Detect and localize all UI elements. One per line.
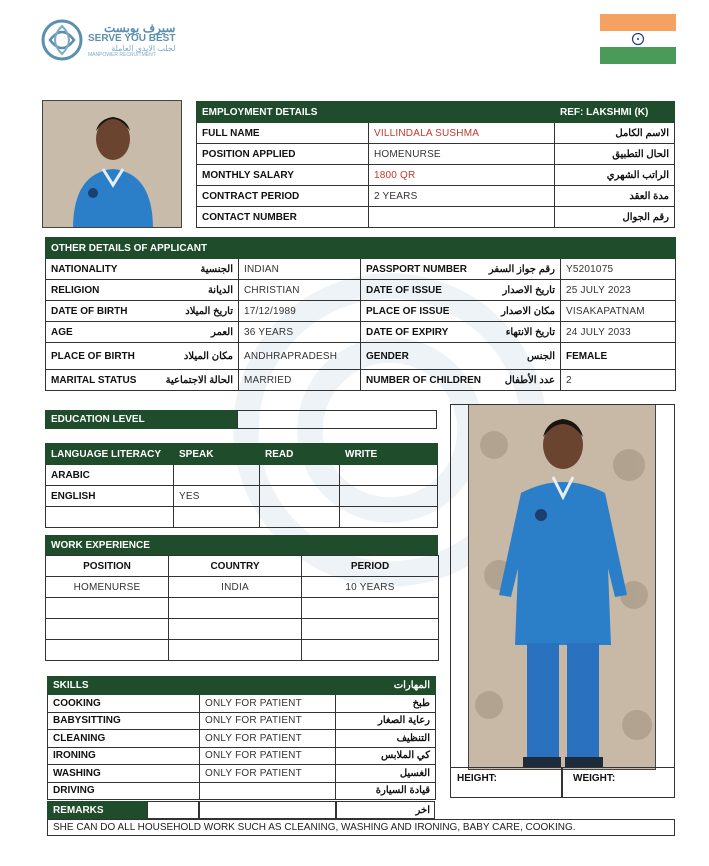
work-cell	[46, 640, 169, 661]
field-value: 25 JULY 2023	[561, 280, 676, 301]
field-value: ANDHRAPRADESH	[239, 343, 361, 370]
speak-header: SPEAK	[174, 444, 260, 465]
work-experience-header: WORK EXPERIENCE	[45, 535, 438, 555]
work-row	[46, 619, 439, 640]
work-cell: HOMENURSE	[46, 577, 169, 598]
skill-row	[48, 730, 436, 748]
skill-value	[200, 782, 336, 800]
field-label: RELIGION	[51, 284, 100, 296]
language-cell	[260, 465, 340, 486]
label-pair	[51, 327, 233, 338]
education-level-value	[237, 410, 437, 429]
field-label: NATIONALITY	[51, 263, 118, 275]
other-left-label-cell	[46, 343, 239, 370]
logo-arabic: سيرف يوبست	[104, 20, 176, 35]
skill-value: ONLY FOR PATIENT	[200, 712, 336, 730]
logo-emblem-icon	[40, 18, 84, 62]
language-header-row	[46, 444, 438, 465]
field-label: GENDER	[366, 350, 409, 362]
work-cell	[46, 598, 169, 619]
skill-ar: رعاية الصغار	[336, 712, 436, 730]
label-pair	[366, 375, 555, 386]
language-cell	[174, 507, 260, 528]
logo-english: SERVE YOU BEST	[88, 33, 176, 45]
work-cell	[302, 619, 439, 640]
skill-row	[48, 712, 436, 730]
other-skill-ar: اخر	[336, 801, 435, 819]
logo-sub-arabic: لجلب الايدي العاملة	[111, 43, 176, 53]
field-value: VISAKAPATNAM	[561, 301, 676, 322]
monthly-salary-label: MONTHLY SALARY	[197, 165, 369, 186]
skill-row	[48, 765, 436, 783]
row-position-applied	[197, 144, 675, 165]
position-applied-label: POSITION APPLIED	[197, 144, 369, 165]
remarks-text: SHE CAN DO ALL HOUSEHOLD WORK SUCH AS CLEANING, WASHING AND IRONING, BABY CARE, COOKING.	[47, 819, 675, 836]
work-row	[46, 577, 439, 598]
write-header: WRITE	[340, 444, 438, 465]
field-value: 17/12/1989	[239, 301, 361, 322]
other-details-row	[46, 280, 676, 301]
language-cell	[260, 486, 340, 507]
language-cell	[340, 486, 438, 507]
skills-header: SKILLS	[48, 677, 336, 695]
language-row	[46, 465, 438, 486]
label-pair	[51, 306, 233, 317]
skill-ar: كي الملابس	[336, 747, 436, 765]
field-label-ar: مكان الاصدار	[501, 305, 556, 317]
remarks-label: REMARKS	[47, 801, 147, 819]
field-label: MARITAL STATUS	[51, 374, 137, 386]
field-label-ar: مكان الميلاد	[183, 350, 233, 362]
skill-value: ONLY FOR PATIENT	[200, 695, 336, 713]
field-value: 24 JULY 2033	[561, 322, 676, 343]
contract-period-value: 2 YEARS	[369, 186, 555, 207]
other-details-row	[46, 259, 676, 280]
skill-ar: التنظيف	[336, 730, 436, 748]
field-label: PASSPORT NUMBER	[366, 263, 467, 275]
skill-row	[48, 747, 436, 765]
weight-label: WEIGHT:	[562, 767, 675, 798]
height-label: HEIGHT:	[450, 767, 562, 798]
contract-period-label: CONTRACT PERIOD	[197, 186, 369, 207]
field-label: AGE	[51, 326, 73, 338]
field-value: CHRISTIAN	[239, 280, 361, 301]
other-details-row	[46, 322, 676, 343]
other-left-label-cell	[46, 370, 239, 391]
read-header: READ	[260, 444, 340, 465]
label-pair	[366, 264, 555, 275]
label-pair	[366, 306, 555, 317]
other-left-label-cell	[46, 259, 239, 280]
field-label: PLACE OF BIRTH	[51, 350, 135, 362]
work-cell: 10 YEARS	[302, 577, 439, 598]
other-right-label-cell	[361, 322, 561, 343]
position-col-header: POSITION	[46, 556, 169, 577]
field-label-ar: الديانة	[207, 284, 233, 296]
other-right-label-cell	[361, 259, 561, 280]
field-label-ar: الحالة الاجتماعية	[165, 374, 233, 386]
work-experience-table	[45, 555, 439, 661]
work-cell: INDIA	[169, 577, 302, 598]
other-details-table	[45, 237, 676, 391]
other-right-label-cell	[361, 343, 561, 370]
language-cell: ARABIC	[46, 465, 174, 486]
language-cell	[340, 507, 438, 528]
position-applied-ar: الحال التطبيق	[555, 144, 675, 165]
skill-name: DRIVING	[48, 782, 200, 800]
work-cell	[169, 619, 302, 640]
work-cell	[302, 640, 439, 661]
other-left-label-cell	[46, 280, 239, 301]
row-contact-number	[197, 207, 675, 228]
label-pair	[51, 285, 233, 296]
position-applied-value: HOMENURSE	[369, 144, 555, 165]
field-value: Y5201075	[561, 259, 676, 280]
skill-row	[48, 695, 436, 713]
india-flag-icon	[600, 14, 676, 64]
full-name-ar: الاسم الكامل	[555, 123, 675, 144]
skill-row	[48, 782, 436, 800]
employment-header: EMPLOYMENT DETAILS	[197, 102, 555, 123]
skills-header-ar: المهارات	[336, 677, 436, 695]
work-cell	[169, 598, 302, 619]
skills-header-row	[48, 677, 436, 695]
field-label-ar: تاريخ الانتهاء	[505, 326, 556, 338]
language-literacy-header: LANGUAGE LITERACY	[46, 444, 174, 465]
field-label: DATE OF EXPIRY	[366, 326, 449, 338]
work-cols-row	[46, 556, 439, 577]
field-value: INDIAN	[239, 259, 361, 280]
full-name-value: VILLINDALA SUSHMA	[369, 123, 555, 144]
field-value: FEMALE	[561, 343, 676, 370]
language-cell	[46, 507, 174, 528]
applicant-photo-small	[42, 100, 182, 228]
other-details-header-blank	[361, 238, 676, 259]
field-value: 2	[561, 370, 676, 391]
employment-details-table	[196, 101, 675, 228]
company-logo	[40, 14, 180, 66]
skill-name: IRONING	[48, 747, 200, 765]
other-details-row	[46, 301, 676, 322]
field-label: NUMBER OF CHILDREN	[366, 374, 482, 386]
field-label-ar: الجنسية	[200, 263, 233, 275]
other-right-label-cell	[361, 280, 561, 301]
label-pair	[366, 351, 555, 362]
monthly-salary-value: 1800 QR	[369, 165, 555, 186]
field-label-ar: عدد الأطفال	[504, 374, 556, 386]
contact-number-ar: رقم الجوال	[555, 207, 675, 228]
field-label-ar: رقم جواز السفر	[488, 263, 556, 275]
label-pair	[366, 285, 555, 296]
field-value: MARRIED	[239, 370, 361, 391]
remarks-spacer-2	[199, 801, 336, 819]
label-pair	[366, 327, 555, 338]
field-label-ar: تاريخ الاصدار	[502, 284, 556, 296]
skill-value: ONLY FOR PATIENT	[200, 765, 336, 783]
field-label-ar: تاريخ الميلاد	[185, 305, 233, 317]
skill-ar: الغسيل	[336, 765, 436, 783]
other-left-label-cell	[46, 301, 239, 322]
other-left-label-cell	[46, 322, 239, 343]
field-value: 36 YEARS	[239, 322, 361, 343]
other-details-row	[46, 370, 676, 391]
work-row	[46, 598, 439, 619]
contact-number-value	[369, 207, 555, 228]
other-right-label-cell	[361, 370, 561, 391]
work-cell	[46, 619, 169, 640]
row-contract-period	[197, 186, 675, 207]
other-right-label-cell	[361, 301, 561, 322]
row-monthly-salary	[197, 165, 675, 186]
language-cell: ENGLISH	[46, 486, 174, 507]
language-row	[46, 507, 438, 528]
skill-value: ONLY FOR PATIENT	[200, 747, 336, 765]
row-full-name	[197, 123, 675, 144]
label-pair	[51, 375, 233, 386]
field-label: PLACE OF ISSUE	[366, 305, 450, 317]
logo-sub-english: MANPOWER RECRUITMENT	[88, 52, 156, 59]
full-name-label: FULL NAME	[197, 123, 369, 144]
language-row	[46, 486, 438, 507]
skill-name: WASHING	[48, 765, 200, 783]
language-cell	[174, 465, 260, 486]
label-pair	[51, 264, 233, 275]
education-level-label: EDUCATION LEVEL	[45, 410, 237, 429]
ref-label: REF: LAKSHMI (K)	[555, 102, 675, 123]
contract-period-ar: مدة العقد	[555, 186, 675, 207]
skills-table	[47, 676, 436, 800]
other-details-header: OTHER DETAILS OF APPLICANT	[46, 238, 361, 259]
photo-frame	[450, 404, 675, 798]
work-row	[46, 640, 439, 661]
field-label: DATE OF BIRTH	[51, 305, 128, 317]
skill-ar: طبخ	[336, 695, 436, 713]
period-col-header: PERIOD	[302, 556, 439, 577]
monthly-salary-ar: الراتب الشهري	[555, 165, 675, 186]
skill-name: BABYSITTING	[48, 712, 200, 730]
skill-name: COOKING	[48, 695, 200, 713]
field-label-ar: العمر	[211, 326, 233, 338]
skill-value: ONLY FOR PATIENT	[200, 730, 336, 748]
work-cell	[169, 640, 302, 661]
country-col-header: COUNTRY	[169, 556, 302, 577]
work-cell	[302, 598, 439, 619]
skill-ar: قيادة السيارة	[336, 782, 436, 800]
other-details-row	[46, 343, 676, 370]
label-pair	[51, 351, 233, 362]
field-label: DATE OF ISSUE	[366, 284, 442, 296]
language-cell: YES	[174, 486, 260, 507]
remarks-spacer	[147, 801, 199, 819]
language-cell	[340, 465, 438, 486]
field-label-ar: الجنس	[526, 350, 556, 362]
language-cell	[260, 507, 340, 528]
contact-number-label: CONTACT NUMBER	[197, 207, 369, 228]
language-literacy-table	[45, 443, 438, 528]
skill-name: CLEANING	[48, 730, 200, 748]
